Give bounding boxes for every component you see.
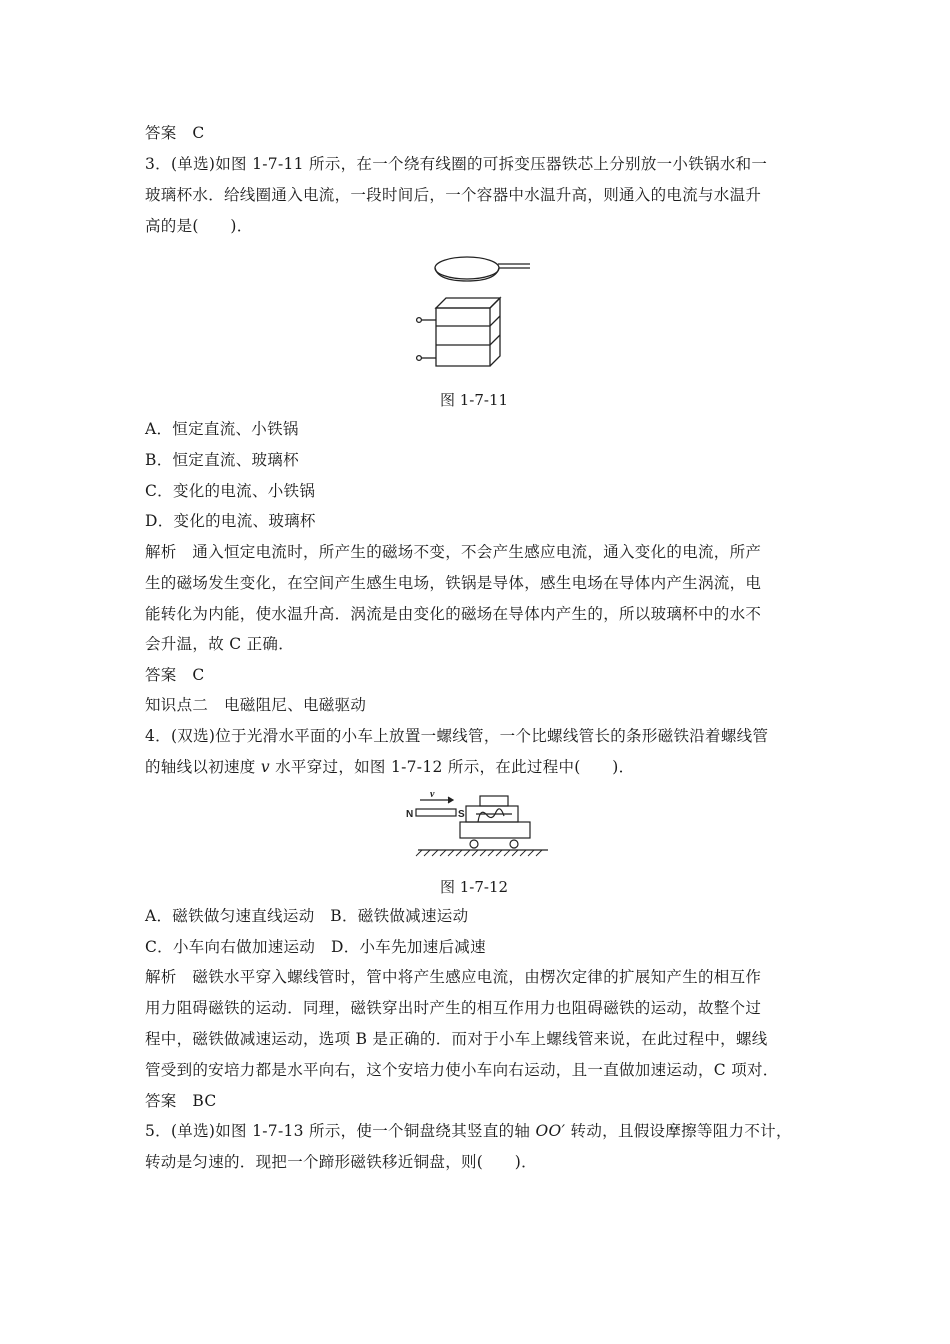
q3-option-b: B．恒定直流、玻璃杯: [145, 451, 299, 469]
q3-stem-line-3: 高的是( )．: [145, 217, 253, 235]
velocity-symbol: v: [260, 758, 270, 776]
q4-analysis-line-4: 管受到的安培力都是水平向右，这个安培力使小车向右运动，且一直做加速运动，C 项对．: [145, 1061, 779, 1079]
q4-stem-line-2: [145, 757, 634, 777]
section-title: 知识点二 电磁阻尼、电磁驱动: [145, 696, 367, 714]
q3-analysis-line-2: 生的磁场发生变化，在空间产生感生电场，铁锅是导体，感生电场在导体内产生涡流，电: [145, 574, 762, 592]
q4-analysis-line-3: 程中，磁铁做减速运动，选项 B 是正确的．而对于小车上螺线管来说，在此过程中，螺线: [145, 1030, 768, 1048]
q3-stem-line-1: 3．(单选)如图 1-7-11 所示，在一个绕有线圈的可拆变压器铁芯上分别放一小铁锅水和一: [145, 155, 768, 173]
q4-answer: 答案 BC: [145, 1092, 217, 1110]
figure-1-7-11: [410, 250, 540, 380]
figure-1-7-11-caption: 图 1-7-11: [440, 391, 509, 409]
axis-symbol: OO′: [535, 1122, 566, 1140]
q5-stem-line-2: 转动是匀速的．现把一个蹄形磁铁移近铜盘，则( )．: [145, 1153, 537, 1171]
q5-stem-text: 5．(单选)如图 1-7-13 所示，使一个铜盘绕其竖直的轴: [145, 1122, 536, 1140]
q4-analysis-line-1: 解析 磁铁水平穿入螺线管时，管中将产生感应电流，由楞次定律的扩展知产生的相互作: [145, 968, 762, 986]
q4-options-row-1: A．磁铁做匀速直线运动 B．磁铁做减速运动: [145, 907, 469, 925]
magnet-s-label: S: [458, 809, 465, 820]
q3-option-d: D．变化的电流、玻璃杯: [145, 512, 316, 530]
figure-1-7-12-caption: 图 1-7-12: [440, 878, 509, 896]
q3-option-a: A．恒定直流、小铁锅: [145, 420, 299, 438]
q4-stem-text-end: 水平穿过，如图 1-7-12 所示，在此过程中( )．: [269, 758, 635, 776]
q4-stem-text: 的轴线以初速度: [145, 758, 261, 776]
velocity-label: v: [430, 789, 435, 800]
q3-analysis-line-1: 解析 通入恒定电流时，所产生的磁场不变，不会产生感应电流，通入变化的电流，所产: [145, 543, 762, 561]
q3-analysis-line-3: 能转化为内能，使水温升高．涡流是由变化的磁场在导体内产生的，所以玻璃杯中的水不: [145, 605, 762, 623]
q3-stem-line-2: 玻璃杯水．给线圈通入电流，一段时间后，一个容器中水温升高，则通入的电流与水温升: [145, 186, 762, 204]
q3-answer: 答案 C: [145, 666, 205, 684]
q2-answer: 答案 C: [145, 124, 205, 142]
q4-options-row-2: C．小车向右做加速运动 D．小车先加速后减速: [145, 938, 486, 956]
q4-stem-line-1: 4．(双选)位于光滑水平面的小车上放置一螺线管，一个比螺线管长的条形磁铁沿着螺线管: [145, 727, 769, 745]
q4-analysis-line-2: 用力阻碍磁铁的运动．同理，磁铁穿出时产生的相互作用力也阻碍磁铁的运动，故整个过: [145, 999, 762, 1017]
magnet-n-label: N: [406, 809, 414, 820]
q5-stem-text-end: 转动，且假设摩擦等阻力不计，: [565, 1122, 792, 1140]
q3-option-c: C．变化的电流、小铁锅: [145, 482, 316, 500]
figure-1-7-12: [400, 788, 550, 862]
q5-stem-line-1: [145, 1121, 792, 1141]
q3-analysis-line-4: 会升温，故 C 正确．: [145, 635, 295, 653]
